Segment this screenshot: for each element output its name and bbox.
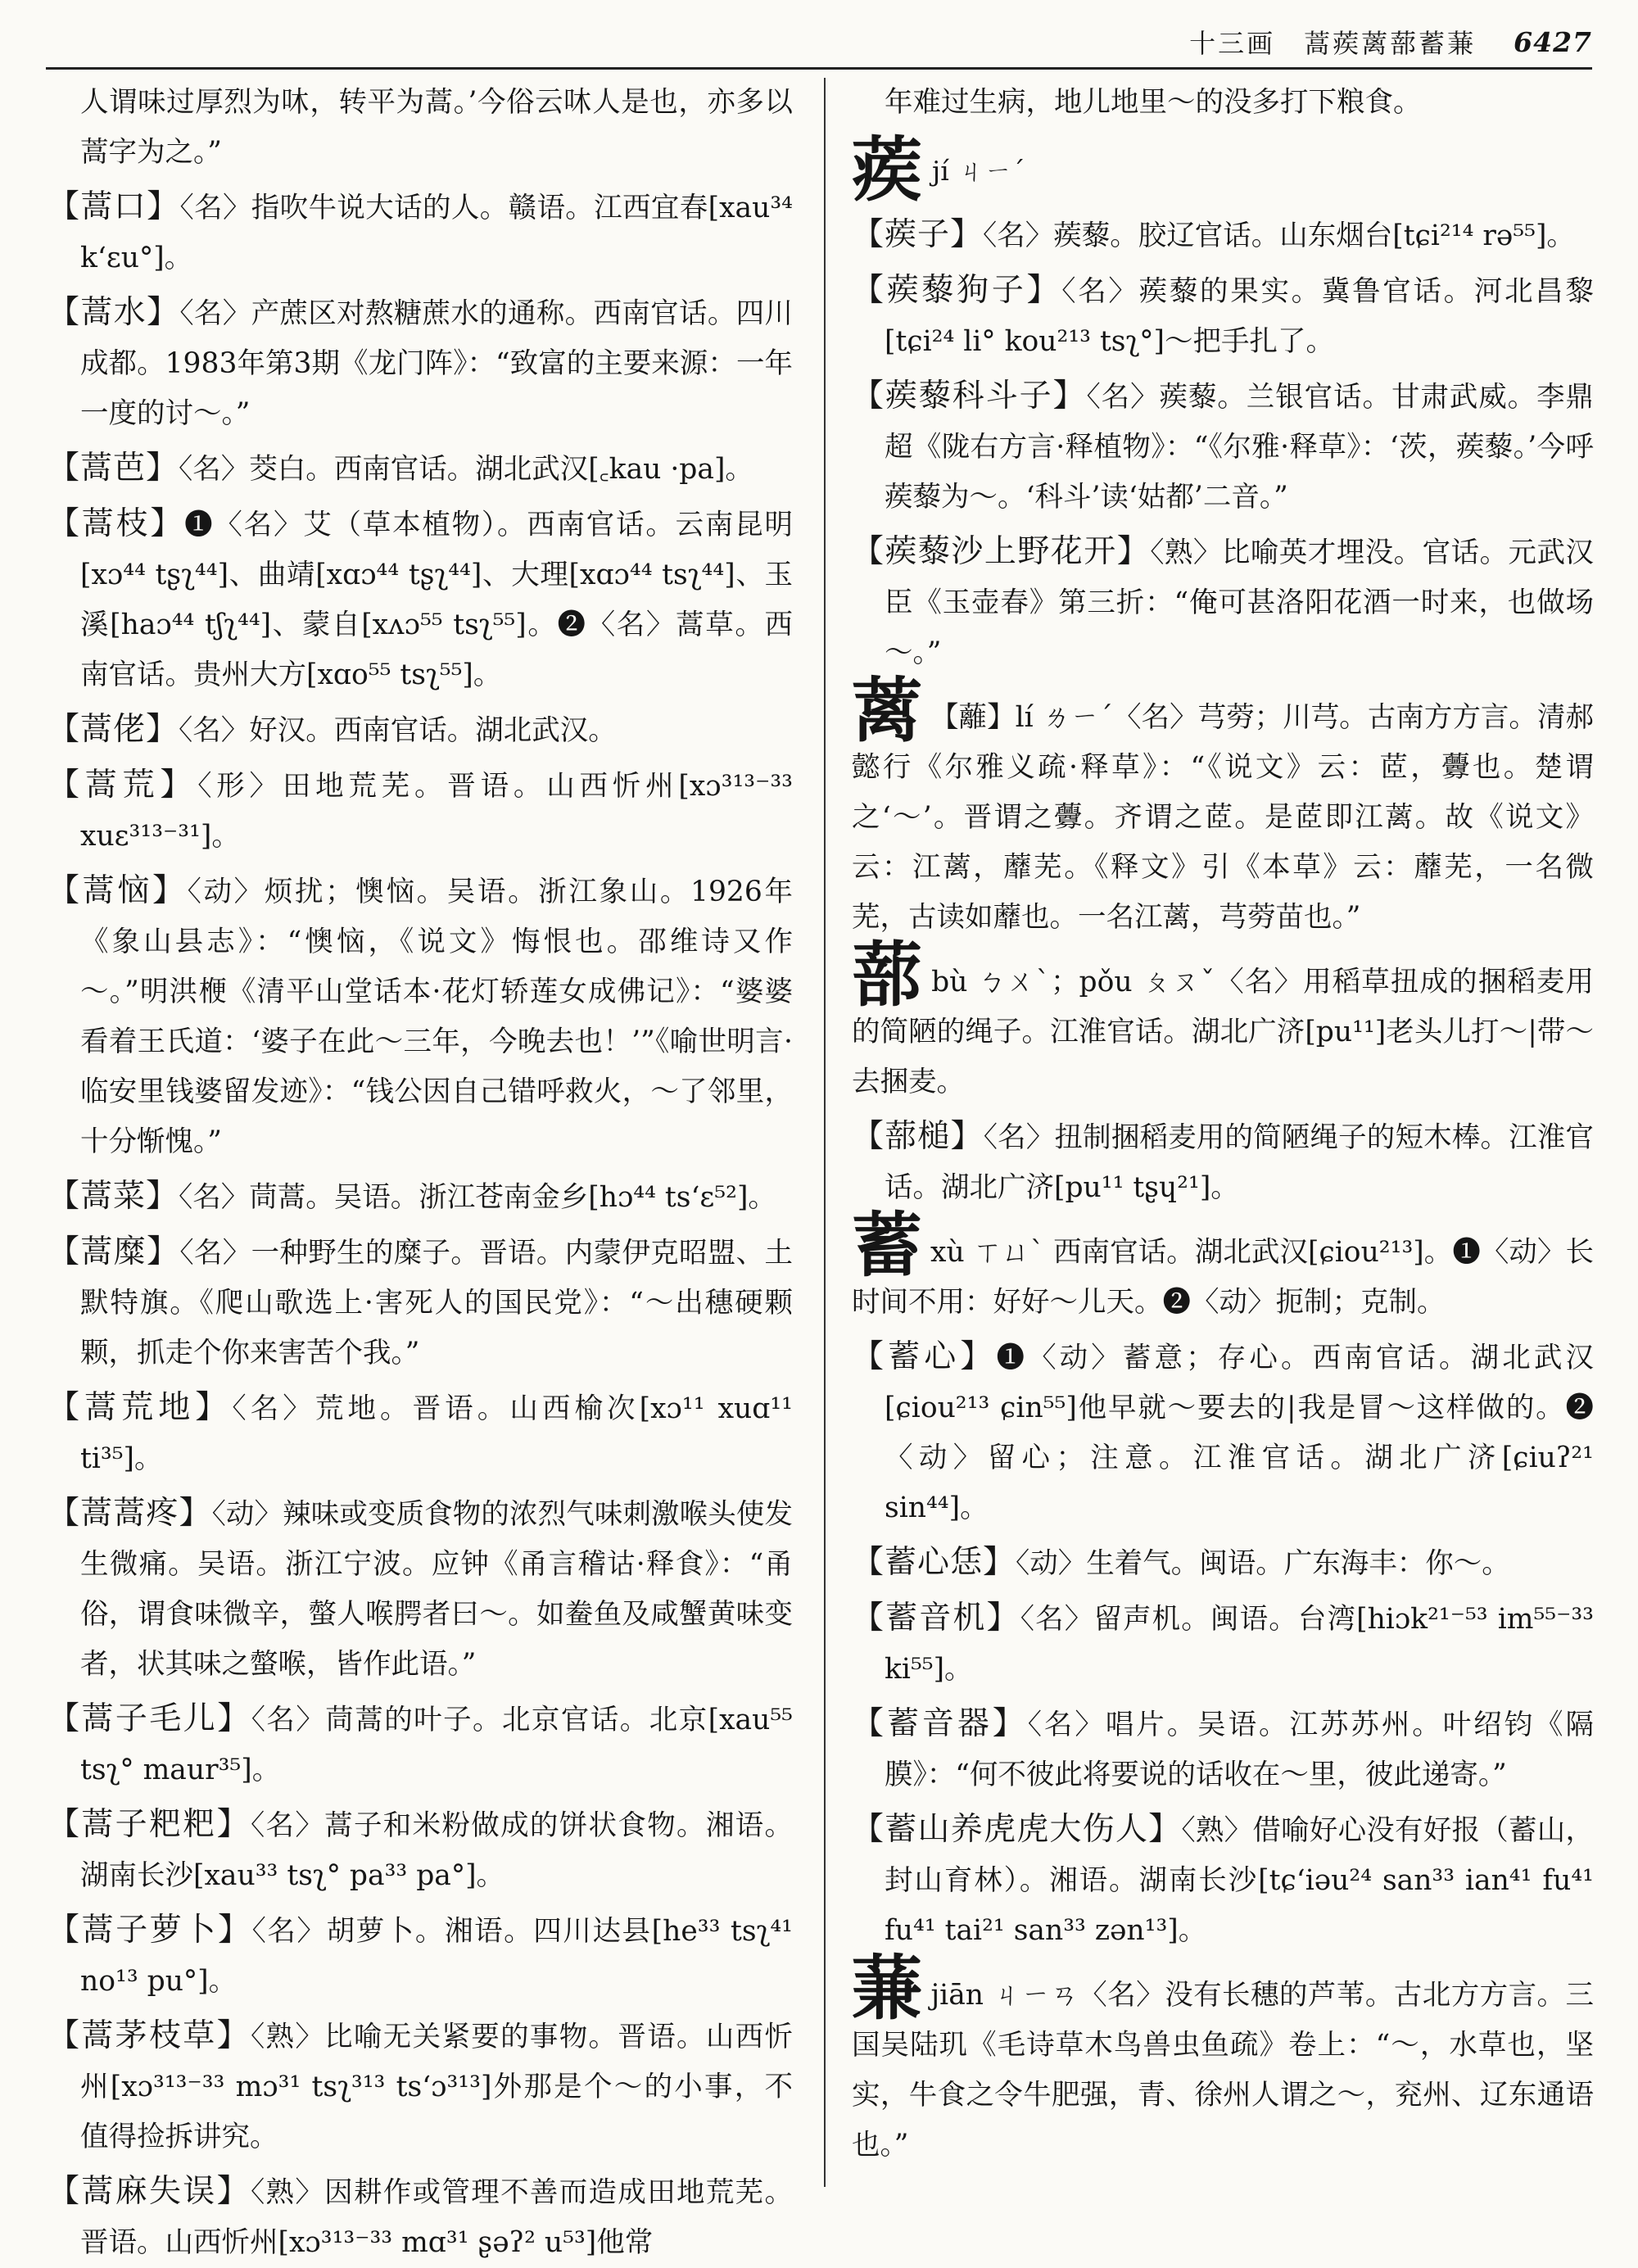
dictionary-entry [852, 1699, 1594, 1800]
character-definition: jiān ㄐㄧㄢ〈名〉没有长穗的芦苇。古北方方言。三国吴陆玑《毛诗草木鸟兽虫鱼疏》卷上：“～，水草也，坚实，牛食之令牛肥强，青、徐州人谓之～，兖州、辽东通语也。” [852, 1979, 1595, 2162]
head-character: 蒺 [852, 129, 922, 211]
entry-definition: 〈名〉产蔗区对熬糖蔗水的通称。西南官话。四川成都。1983年第3期《龙门阵》：“致富的主要来源：一年一度的讨～。” [80, 297, 793, 430]
entry-definition: 〈名〉扭制捆稻麦用的简陋绳子的短木棒。江淮官话。湖北广济[pu¹¹ tʂɥ²¹]。 [885, 1121, 1594, 1204]
dictionary-entry [852, 1111, 1594, 1213]
entry-headword: 【蒿子毛儿】 [48, 1700, 251, 1737]
entry-headword: 【蒿枝】 [48, 505, 185, 542]
entry-definition: 〈熟〉借喻好心没有好报（蓄山，封山育林）。湘语。湖南长沙[tɕ‘iəu²⁴ san³³ ian⁴¹ fu⁴¹ fu⁴¹ tai²¹ san³³ zən¹³]。 [885, 1814, 1594, 1947]
entry-definition: ❶〈动〉蓄意；存心。西南官话。湖北武汉[ɕiou²¹³ ɕin⁵⁵]他早就～要去的|我是冒～这样做的。❷〈动〉留心；注意。江淮官话。湖北广济[ɕiuʔ²¹ sin⁴⁴]。 [885, 1342, 1594, 1524]
dictionary-entry [48, 1905, 793, 2007]
entry-definition: 〈名〉胡萝卜。湘语。四川达县[he³³ tsʅ⁴¹ no¹³ pu°]。 [80, 1915, 793, 1998]
entry-headword: 【蒺藜狗子】 [852, 272, 1062, 309]
head-character: 蒹 [852, 1947, 923, 2030]
character-heading [852, 129, 1594, 211]
entry-definition: 〈名〉留声机。闽语。台湾[hiɔk²¹⁻⁵³ im⁵⁵⁻³³ ki⁵⁵]。 [885, 1603, 1594, 1686]
entry-headword: 【蓄山养虎虎大伤人】 [852, 1811, 1182, 1848]
dictionary-entry [48, 866, 793, 1167]
entry-headword: 【蒿麻失误】 [48, 2173, 251, 2210]
dictionary-entry [48, 760, 793, 862]
entry-headword: 【蒿蒿疼】 [48, 1495, 212, 1532]
dictionary-entry [48, 1383, 793, 1484]
entry-headword: 【蒿水】 [48, 294, 180, 331]
left-column [48, 78, 793, 2259]
entry-headword: 【蔀槌】 [852, 1118, 984, 1155]
dictionary-entry [852, 1804, 1594, 1956]
entry-definition: 〈名〉蒺藜的果实。冀鲁官话。河北昌黎[tɕi²⁴ li° kou²¹³ tsʅ°]～把手扎了。 [885, 275, 1594, 358]
entry-definition: 〈名〉蒺藜。胶辽官话。山东烟台[tɕi²¹⁴ rə⁵⁵]。 [983, 220, 1575, 252]
entry-headword: 【蒿茅枝草】 [48, 2017, 251, 2054]
dictionary-entry [852, 210, 1594, 261]
entry-headword: 【蒿恼】 [48, 872, 188, 909]
entry-headword: 【蒿荒地】 [48, 1389, 233, 1426]
head-character: 蓄 [852, 1204, 923, 1287]
entry-definition: 〈动〉烦扰；懊恼。吴语。浙江象山。1926年《象山县志》：“懊恼，《说文》悔恨也。邵维诗又作～。”明洪楩《清平山堂话本·花灯轿莲女成佛记》：“婆婆看着王氏道：‘婆子在此～三年，今晚去也！’”《喻世明言·临安里钱婆留发迹》：“钱公因自己错呼救火，～了邻里，十分惭愧。” [80, 876, 793, 1158]
header-title: 十三画 蒿蒺蓠蔀蓄蒹 [1189, 28, 1477, 59]
right-column [852, 78, 1594, 2195]
dictionary-entry [852, 371, 1594, 523]
dictionary-entry [852, 1593, 1594, 1695]
dictionary-entry [48, 182, 793, 283]
entry-definition: 〈名〉蒿子和米粉做成的饼状食物。湘语。湖南长沙[xau³³ tsʅ° pa³³ pa°]。 [80, 1809, 793, 1892]
dictionary-entry [48, 1799, 793, 1901]
entry-definition: 〈熟〉因耕作或管理不善而造成田地荒芜。晋语。山西忻州[xɔ³¹³⁻³³ mɑ³¹ ʂəʔ² u⁵³]他常 [80, 2176, 793, 2259]
dictionary-entry [852, 1537, 1594, 1589]
head-character: 蓠 [852, 669, 923, 752]
dictionary-entry [48, 287, 793, 439]
entry-definition: 〈名〉茭白。西南官话。湖北武汉[꜀kau ·pa]。 [179, 453, 753, 486]
entry-headword: 【蒿糜】 [48, 1234, 180, 1270]
dictionary-entry [48, 1171, 793, 1223]
column-divider [824, 78, 826, 2187]
dictionary-entry [48, 1227, 793, 1378]
entry-definition: 〈形〉田地荒芜。晋语。山西忻州[xɔ³¹³⁻³³ xuɛ³¹³⁻³¹]。 [80, 770, 793, 853]
character-definition: bù ㄅㄨˋ；pǒu ㄆㄡˇ〈名〉用稻草扭成的捆稻麦用的简陋的绳子。江淮官话。湖北广济[pu¹¹]老头儿打～|带～去捆麦。 [852, 966, 1595, 1098]
page-number: 6427 [1514, 25, 1592, 58]
continued-text: 人谓味过厚烈为㕲，转平为蒿。’今俗云㕲人是也，亦多以蒿字为之。” [80, 86, 793, 169]
entry-definition: 〈名〉唱片。吴语。江苏苏州。叶绍钧《隔膜》：“何不彼此将要说的话收在～里，彼此递寄。” [885, 1709, 1594, 1791]
entry-definition: 〈动〉生着气。闽语。广东海丰：你～。 [1016, 1547, 1510, 1580]
entry-definition: 〈名〉指吹牛说大话的人。赣语。江西宜春[xau³⁴ k‘ɛu°]。 [80, 192, 793, 274]
entry-headword: 【蒿子萝卜】 [48, 1912, 252, 1949]
entry-headword: 【蒺藜沙上野花开】 [852, 533, 1151, 570]
entry-headword: 【蒺子】 [852, 216, 984, 253]
character-entry [852, 1947, 1595, 2171]
entry-headword: 【蒿佬】 [48, 711, 179, 748]
entry-definition: 〈动〉辣味或变质食物的浓烈气味刺激喉头使发生微痛。吴语。浙江宁波。应钟《甬言稽诂·释食》：“甬俗，谓食味微辛，螫人喉腭者曰～。如鲞鱼及咸蟹黄味变者，状其味之螫喉，皆作此语。” [80, 1498, 793, 1681]
character-entry [852, 669, 1594, 943]
entry-headword: 【蓄心恁】 [852, 1544, 1016, 1581]
entry-definition: 〈熟〉比喻英才埋没。官话。元武汉臣《玉壶春》第三折：“俺可甚洛阳花酒一时来，也做场～。” [885, 536, 1594, 669]
dictionary-entry [48, 704, 793, 756]
entry-headword: 【蒿芭】 [48, 450, 179, 487]
entry-headword: 【蒿子粑粑】 [48, 1806, 251, 1843]
entry-definition: 〈名〉茼蒿的叶子。北京官话。北京[xau⁵⁵ tsʅ° maur³⁵]。 [80, 1704, 793, 1786]
character-entry [852, 934, 1595, 1107]
entry-definition: 〈熟〉比喻无关紧要的事物。晋语。山西忻州[xɔ³¹³⁻³³ mɔ³¹ tsʅ³¹³ ts‘ɔ³¹³]外那是个～的小事，不值得捡拆讲究。 [80, 2021, 793, 2153]
entry-definition: 〈名〉好汉。西南官话。湖北武汉。 [179, 714, 617, 747]
entry-headword: 【蒺藜科斗子】 [852, 378, 1087, 414]
entry-definition: 〈名〉蒺藜。兰银官话。甘肃武威。李鼎超《陇右方言·释植物》：“《尔雅·释草》：‘茨，蒺藜。’今呼蒺藜为～。‘科斗’读‘姑都’二音。” [885, 381, 1594, 514]
dictionary-entry [852, 265, 1594, 367]
dictionary-entry [48, 1488, 793, 1690]
character-definition: xù ㄒㄩˋ 西南官话。湖北武汉[ɕiou²¹³]。❶〈动〉长时间不用：好好～儿天。❷〈动〉扼制；克制。 [852, 1236, 1594, 1319]
dictionary-entry [852, 527, 1594, 678]
continued-text: 年难过生病，地儿地里～的没多打下粮食。 [885, 86, 1422, 119]
entry-definition: 〈名〉一种野生的糜子。晋语。内蒙伊克昭盟、土默特旗。《爬山歌选上·害死人的国民党》：“～出穗硬颗颗，抓走个你来害苦个我。” [80, 1237, 793, 1369]
character-pronunciation: jí ㄐㄧˊ [932, 154, 1025, 187]
dictionary-entry [48, 2011, 793, 2162]
entry-headword: 【蓄音器】 [852, 1705, 1028, 1742]
dictionary-entry [48, 499, 793, 700]
entry-headword: 【蒿菜】 [48, 1178, 179, 1215]
entry-definition: ❶〈名〉艾（草本植物）。西南官话。云南昆明[xɔ⁴⁴ tʂʅ⁴⁴]、曲靖[xɑɔ⁴⁴ tʂʅ⁴⁴]、大理[xɑɔ⁴⁴ tsʅ⁴⁴]、玉溪[haɔ⁴⁴ tʃʅ⁴⁴]、蒙自[xʌɔ⁵⁵ tsʅ⁵⁵]。❷〈名〉蒿草。西南官话。贵州大方[xɑo⁵⁵ tsʅ⁵⁵]。 [80, 509, 793, 691]
dictionary-entry [48, 443, 793, 495]
entry-headword: 【蒿荒】 [48, 767, 198, 804]
entry-definition: 〈名〉茼蒿。吴语。浙江苍南金乡[hɔ⁴⁴ ts‘ɛ⁵²]。 [179, 1181, 776, 1214]
entry-headword: 【蓄音机】 [852, 1600, 1020, 1636]
running-header [46, 16, 1592, 70]
entry-headword: 【蓄心】 [852, 1338, 997, 1375]
character-entry [852, 1204, 1594, 1328]
dictionary-entry [852, 1332, 1594, 1533]
head-character: 蔀 [852, 934, 924, 1016]
entry-headword: 【蒿口】 [48, 188, 180, 225]
dictionary-entry [48, 1694, 793, 1795]
character-definition: 【蘺】lí ㄌㄧˊ〈名〉芎䓖；川芎。古南方方言。清郝懿行《尔雅义疏·释草》：“《说文》云：茝，虋也。楚谓之‘～’。晋谓之虋。齐谓之茝。是茝即江蓠。故《说文》云：江蓠，蘼芜。《释文》引《本草》云：蘼芜，一名微芜，古读如蘼也。一名江蓠，芎䓖苗也。” [852, 701, 1594, 934]
dictionary-entry [48, 2166, 793, 2268]
entry-definition: 〈名〉荒地。晋语。山西榆次[xɔ¹¹ xuɑ¹¹ ti³⁵]。 [80, 1392, 793, 1475]
